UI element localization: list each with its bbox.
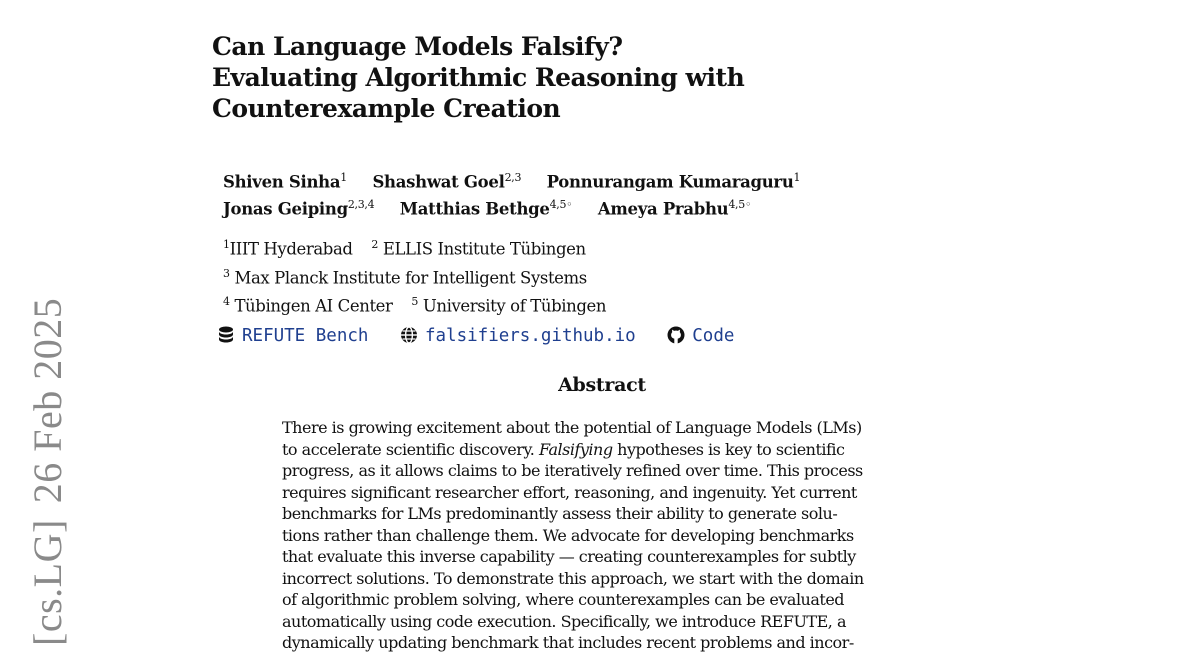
affiliation-sup: 4 [223,295,230,308]
abstract-line [282,589,922,611]
abstract-heading-wrap [282,374,922,396]
author-list [223,167,820,220]
affiliation-sup: 2 [371,238,379,251]
arxiv-side-stamp [24,298,72,648]
author [547,167,801,194]
abstract-line [282,417,922,439]
code-link[interactable] [666,324,734,348]
author [223,194,374,221]
title-line: Counterexample Creation [212,94,561,123]
author-name: Shashwat Goel [372,172,505,192]
author-name: Jonas Geiping [223,199,348,218]
author-affil-sup: 2,3,4 [347,197,375,211]
affiliation-row [223,290,620,319]
affiliation-sup: 3 [223,266,230,280]
affiliation-list [223,233,620,319]
affiliation [371,233,585,262]
affiliation [223,233,353,262]
project-site-link[interactable] [399,324,636,348]
affiliation-name: IIIT Hyderabad [229,239,353,259]
author-name: Matthias Bethge [399,199,550,218]
abstract-emphasis: Falsifying [538,439,613,459]
author-affil-sup: 4,5◦ [728,197,752,211]
abstract-body [282,417,922,654]
author-row [223,194,820,221]
database-icon [216,325,236,345]
abstract-text: progress, as it allows claims to be iteratively refined over time. This process [282,461,863,480]
affiliation [223,262,587,291]
author-affil-sup: 4,5◦ [549,197,573,211]
affiliation-sup: 5 [411,295,418,308]
affiliation-name: Max Planck Institute for Intelligent Systems [229,268,587,287]
abstract-line [282,460,922,482]
resource-links [216,324,754,348]
author-name: Ameya Prabhu [597,199,729,218]
author [400,194,573,221]
abstract-text: requires significant researcher effort, reasoning, and ingenuity. Yet current [282,482,857,502]
link-label: REFUTE Bench [242,326,369,346]
abstract-line [282,546,922,568]
abstract-line [282,611,922,633]
abstract-line [282,525,922,547]
abstract-line [282,439,922,461]
title-line: Evaluating Algorithmic Reasoning with [212,63,745,92]
affiliation-sup: 1 [223,238,230,251]
author [598,194,751,221]
abstract-text: incorrect solutions. To demonstrate this approach, we start with the domain [282,568,864,588]
affiliation [411,290,606,319]
author [223,167,347,194]
author-row [223,167,820,194]
refute-bench-link[interactable] [216,324,368,348]
abstract-text: dynamically updating benchmark that includes recent problems and incor- [282,633,854,652]
affiliation-row [223,233,620,262]
abstract-line [282,503,922,525]
abstract-text: benchmarks for LMs predominantly assess their ability to generate solu- [282,504,838,523]
abstract-text: hypotheses is key to scientific [612,439,845,459]
affiliation-name: University of Tübingen [418,296,607,316]
abstract-text: There is growing excitement about the potential of Language Models (LMs) [282,418,862,437]
author-name: Shiven Sinha [223,172,341,192]
abstract-line [282,632,922,654]
author-affil-sup: 1 [340,171,347,184]
author-affil-sup: 1 [793,171,801,184]
link-label: falsifiers.github.io [424,326,636,346]
abstract-text: tions rather than challenge them. We advocate for developing benchmarks [282,525,854,545]
affiliation-name: ELLIS Institute Tübingen [378,239,586,259]
abstract-line [282,482,922,504]
arxiv-date: 26 Feb 2025 [25,297,70,504]
abstract-heading: Abstract [558,374,646,396]
affiliation [223,290,393,319]
author-name: Ponnurangam Kumaraguru [546,172,794,192]
title-line: Can Language Models Falsify? [212,32,623,61]
arxiv-category: [cs.LG] [25,519,70,646]
paper-title [212,31,744,124]
abstract-text: of algorithmic problem solving, where counterexamples can be evaluated [282,590,845,609]
affiliation-row [223,262,620,291]
affiliation-name: Tübingen AI Center [229,296,393,316]
abstract-line [282,568,922,590]
globe-icon [399,325,419,345]
author [372,167,521,194]
abstract-text: to accelerate scientific discovery. [282,439,539,459]
github-icon [666,325,686,345]
link-label: Code [692,326,735,346]
author-affil-sup: 2,3 [504,171,522,184]
abstract-text: that evaluate this inverse capability — creating counterexamples for subtly [282,547,856,566]
abstract-text: automatically using code execution. Specifically, we introduce REFUTE, a [282,611,846,631]
